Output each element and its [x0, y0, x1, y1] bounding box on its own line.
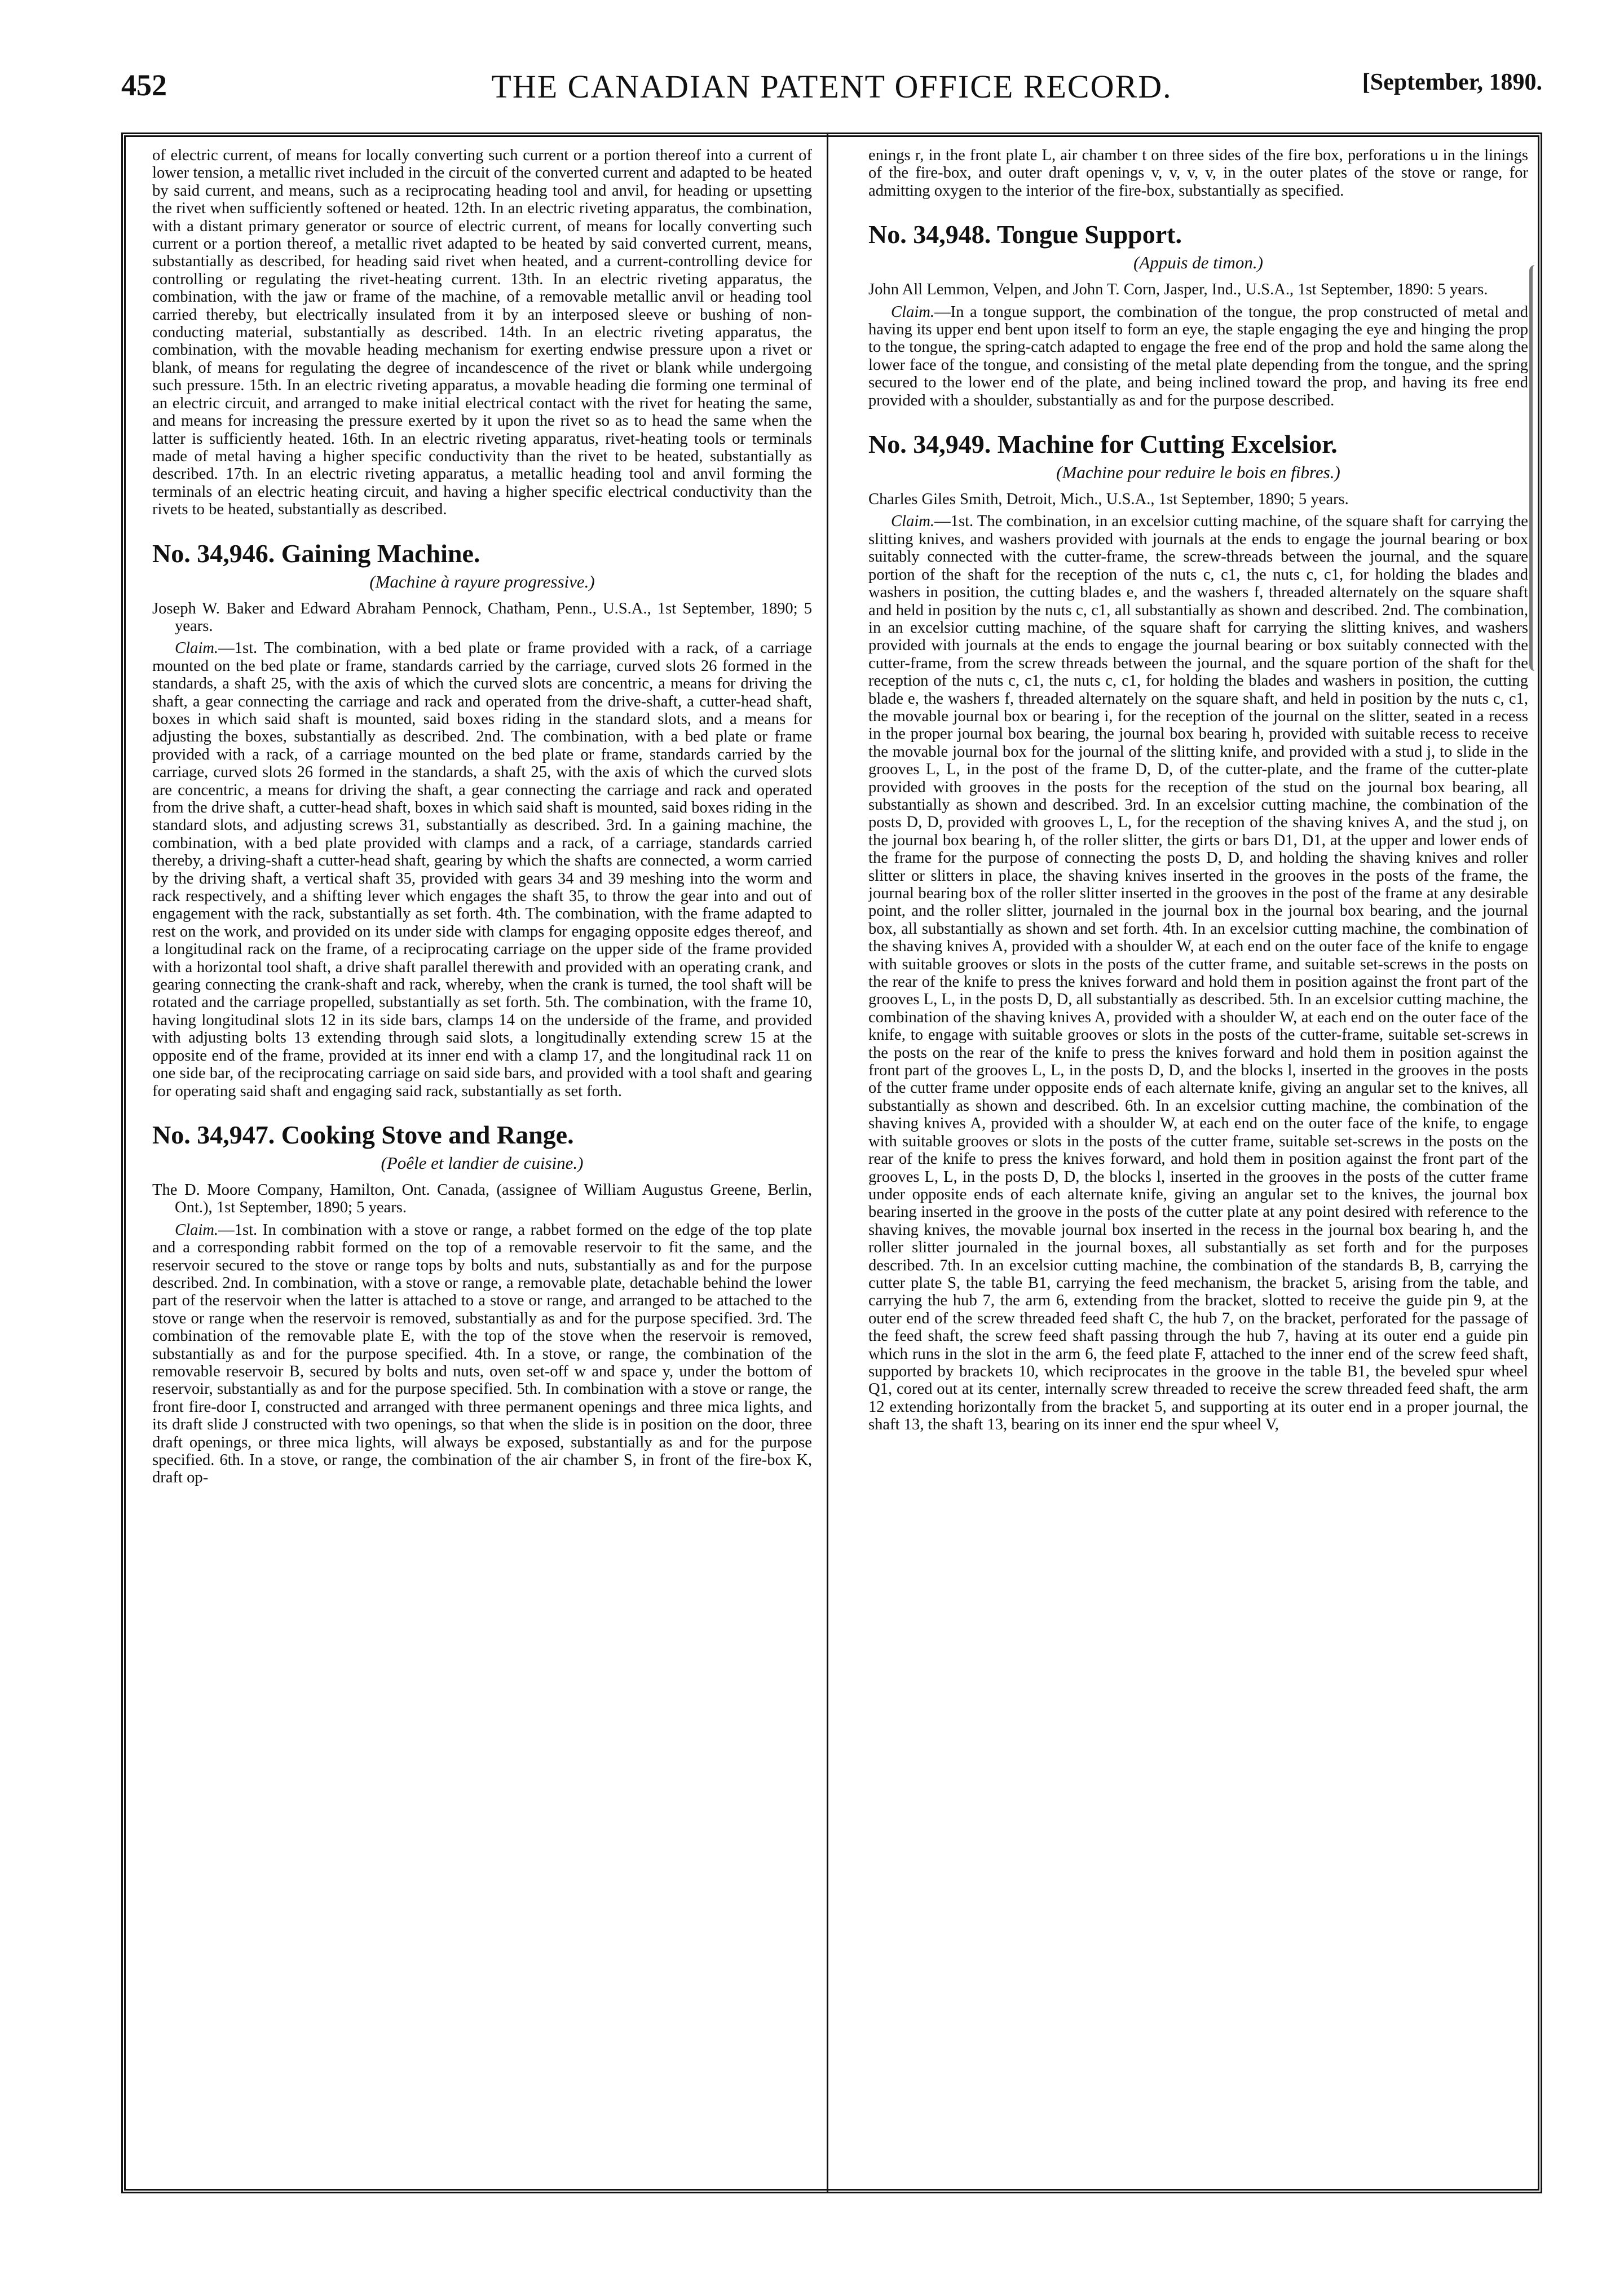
claim-text: —1st. In combination with a stove or range, a rabbet formed on the edge of the top plate and a corresponding rabbit formed on the top of a removable reservoir to fit the same, and the reservoir secured to the stove or range tops by bolts and nuts, substantially as and for the purpose described. 2nd. In combination, with a stove or range, a removable plate, detachable behind the lower part of the reservoir when the latter is attached to a stove or range, and arranged to be attached to the stove or range when the reservoir is removed, substantially as and for the purpose specified. 3rd. The combination of the removable plate E, with the top of the stove when the reservoir is removed, substantially as and for the purpose specified. 4th. In a stove, or range, the combination of the removable reservoir B, secured by bolts and nuts, oven set-off w and space y, under the bottom of reservoir, substantially as and for the purpose specified. 5th. In combination with a stove or range, the front fire-door I, constructed and arranged with three permanent openings and three mica lights, and its draft slide J constructed with two openings, so that when the slide is in position on the door, three draft openings, or three mica lights, will always be exposed, substantially as and for the purpose specified. 6th. In a stove, or range, the combination of the air chamber S, in front of the fire-box K, draft op- [152, 1221, 812, 1487]
patent-french-title: (Machine pour reduire le bois en fibres.) [1056, 462, 1340, 483]
page-header [121, 68, 1542, 113]
claim-label: Claim. [175, 1221, 219, 1239]
patent-34946 [152, 539, 812, 1100]
paper-edge-mark [1529, 265, 1545, 671]
patent-claim [152, 1221, 812, 1487]
patent-assignee: The D. Moore Company, Hamilton, Ont. Canada, (assignee of William Augustus Greene, Berlin, Ont.), 1st September, 1890; 5 years. [152, 1181, 812, 1217]
page-date: [September, 1890. [1362, 69, 1542, 95]
patent-34949 [868, 430, 1528, 1434]
patent-title: No. 34,949. Machine for Cutting Excelsior. [868, 430, 1338, 459]
continued-claims-text: of electric current, of means for locally converting such current or a portion thereof into a current of lower tension, a metallic rivet included in the circuit of the converted current and adapted to be heated by said current, and means, such as a reciprocating heading tool and anvil, for heading or upsetting the rivet when sufficiently softened or heated. 12th. In an electric riveting apparatus, the combination, with a distant primary generator or source of electric current, of means for locally converting such current or a portion thereof, a metallic rivet adapted to be heated by said converted current, means, substantially as described, for heading said rivet when heated, and a current-controlling device for controlling or regulating the rivet-heating current. 13th. In an electric riveting apparatus, the combination, with the jaw or frame of the machine, of a removable metallic anvil or heading tool carried thereby, but electrically insulated from it by an interposed sleeve or bushing of non-conducting material, substantially as described. 14th. In an electric riveting apparatus, the combination, with the movable heading mechanism for exerting endwise pressure upon a rivet or blank, of means for regulating the degree of incandescence of the rivet or blank while undergoing such pressure. 15th. In an electric riveting apparatus, a movable heading die forming one terminal of an electric circuit, and arranged to make initial electrical contact with the rivet for heating the same, and means for increasing the pressure exerted by it upon the rivet so as to head the same when the latter is sufficiently heated. 16th. In an electric riveting apparatus, rivet-heating tools or terminals made of metal having a higher specific conductivity than the rivet to be heated, substantially as described. 17th. In an electric riveting apparatus, a metallic heading tool and anvil forming the terminals of an electric heating circuit, and having a higher specific electrical conductivity than the rivets to be heated, substantially as described. [152, 147, 812, 519]
patent-title: No. 34,946. Gaining Machine. [152, 538, 480, 568]
page-title: THE CANADIAN PATENT OFFICE RECORD. [491, 68, 1172, 105]
patent-claim [868, 513, 1528, 1433]
patent-assignee: Charles Giles Smith, Detroit, Mich., U.S.A., 1st September, 1890; 5 years. [868, 491, 1349, 509]
patent-claim [868, 303, 1528, 409]
claim-label: Claim. [175, 639, 219, 657]
claim-text: —1st. The combination, in an excelsior cutting machine, of the square shaft for carrying the slitting knives, and washers provided with journals at the ends to engage the journal bearing or box suitably connected with the cutter-frame, the screw-threads between the journal, and the square portion of the shaft for the reception of the nuts c, c1, the nuts c, c1, for holding the blades and washers in position, the cutting blades e, and the washers f, threaded alternately on the square shaft and held in position by the nuts c, c1, all substantially as shown and described. 2nd. The combination, in an excelsior cutting machine, of the square shaft for carrying the slitting knives, and washers provided with journals at the ends to engage the journal bearing or box suitably connected with the cutter-frame, from the screw threads between the journal, and the square portion of the shaft for the reception of the nuts c, c1, the nuts c, c1, for holding the blades and washers in position, the cutting blade e, the washers f, threaded alternately on the square shaft, and held in position by the nuts c, c1, the movable journal box or bearing i, for the reception of the journal on the slitter, seated in a recess in the proper journal box bearing, the journal box bearing h, provided with suitable recess to receive the movable journal box for the journal of the slitting knife, and provided with a stud j, to slide in the grooves L, L, in the post of the frame D, D, of the cutter-plate, and the frame of the cutter-plate provided with grooves in the posts for the reception of the stud on the journal box bearing, all substantially as shown and described. 3rd. In an excelsior cutting machine, the combination of the posts D, D, provided with grooves L, L, for the reception of the shaving knives A, and the stud j, on the journal box bearing h, of the roller slitter, the girts or bars D1, D1, at the upper and lower ends of the frame for the purpose of connecting the posts D, D, and holding the shaving knives and roller slitter or slitters in place, the shaving knives inserted in the grooves in the posts of the frame, the journal bearing box of the roller slitter inserted in the grooves in the post of the frame at any desirable point, and the roller slitter, journaled in the journal box in the journal box bearing, and the journal box, all substantially as shown and set forth. 4th. In an excelsior cutting machine, the combination of the shaving knives A, provided with a shoulder W, at each end on the outer face of the knife to engage with suitable grooves or slots in the posts of the cutter frame, and suitable set-screws in the posts on the rear of the knife to press the knives forward and hold them in position against the front part of the grooves L, L, in the posts D, D, all substantially as described. 5th. In an excelsior cutting machine, the combination of the shaving knives A, provided with a shoulder W, at each end on the outer face of the knife, to engage with suitable grooves or slots in the posts of the cutter-frame, suitable set-screws in the posts on the rear of the knife to press the knives forward and hold them in position against the front part of the grooves L, L, in the posts D, D, and the blocks l, inserted in the grooves in the posts of the cutter frame under opposite ends of each alternate knife, giving an angular set to the knives, all substantially as shown and described. 6th. In an excelsior cutting machine, the combination of the shaving knives A, provided with a shoulder W, at each end on the outer face of the knife, to engage with suitable grooves or slots in the posts of the cutter frame, suitable set-screws in the posts on the rear of the knife to press the knives forward, and hold them in position against the front part of the grooves L, L, in the posts D, D, the blocks l, inserted in the grooves in the posts of the cutter frame under opposite ends of each alternate knife, giving an angular set to the knives, the journal box bearing inserted in the groove in the posts of the cutter plate at any point desired with reference to the shaving knives, the movable journal box inserted in the recess in the journal box bearing h, and the roller slitter journaled in the journal boxes, all substantially as set forth and for the purposes described. 7th. In an excelsior cutting machine, the combination of the standards B, B, carrying the cutter plate S, the table B1, carrying the feed mechanism, the bracket 5, arising from the table, and carrying the hub 7, the arm 6, extending from the bracket, slotted to receive the guide pin 9, at the outer end of the screw threaded feed shaft C, the hub 7, on the bracket, perforated for the passage of the feed shaft, the screw feed shaft passing through the hub 7, having at its outer end a guide pin which runs in the slot in the arm 6, the feed plate F, attached to the inner end of the screw feed shaft, supported by brackets 10, which reciprocates in the groove in the table B1, the beveled spur wheel Q1, cored out at its center, internally screw threaded to receive the screw threaded feed shaft, the arm 12 extending horizontally from the bracket 5, and supporting at its outer end in a proper journal, the shaft 13, the shaft 13, bearing on its inner end the spur wheel V, [868, 513, 1528, 1434]
claim-text: —In a tongue support, the combination of the tongue, the prop constructed of metal and having its upper end bent upon itself to form an eye, the staple engaging the eye and hinging the prop to the tongue, the spring-catch adapted to engage the free end of the prop and hold the same along the lower face of the tongue, and consisting of the metal plate depending from the tongue, and the spring secured to the lower end of the plate, and being inclined toward the prop, and having its free end provided with a shoulder, substantially as and for the purpose described. [868, 303, 1528, 409]
left-column [152, 147, 812, 2176]
patent-title: No. 34,948. Tongue Support. [868, 220, 1182, 249]
patent-french-title: (Appuis de timon.) [1133, 253, 1263, 273]
claim-text: —1st. The combination, with a bed plate or frame provided with a rack, of a carriage mounted on the bed plate or frame, standards carried by the carriage, curved slots 26 formed in the standards, a shaft 25, with the axis of which the curved slots are concentric, a means for driving the shaft, a gear connecting the carriage and rack and operated from the drive-shaft, a cutter-head shaft, boxes in which said shaft is mounted, said boxes riding in the standard slots, and a means for adjusting the boxes, substantially as described. 2nd. The combination, with a bed plate or frame provided with a rack, of a carriage mounted on the bed plate or frame, standards carried by the carriage, curved slots 26 formed in the standards, a shaft 25, with the axis of which the curved slots are concentric, a means for driving the shaft, a gear connecting the carriage and rack and operated from the drive shaft, a cutter-head shaft, boxes in which said shaft is mounted, said boxes riding in the standard slots, and adjusting screws 31, substantially as described. 3rd. In a gaining machine, the combination, with a bed plate provided with clamps and a rack, of a carriage, standards carried thereby, a driving-shaft a cutter-head shaft, gearing by which the shafts are connected, a worm carried by the driving shaft, a vertical shaft 35, provided with gears 34 and 39 meshing into the worm and rack respectively, and a shifting lever which engages the shaft 35, to throw the gear into and out of engagement with the rack, substantially as set forth. 4th. The combination, with the frame adapted to rest on the work, and provided on its under side with clamps for engaging opposite edges thereof, and a longitudinal rack on the frame, of a reciprocating carriage on the upper side of the frame provided with a horizontal tool shaft, a drive shaft parallel therewith and provided with an operating crank, and gearing connecting the crank-shaft and rack, whereby, when the crank is turned, the tool shaft will be rotated and the carriage propelled, substantially as set forth. 5th. The combination, with the frame 10, having longitudinal slots 12 in its side bars, clamps 14 on the underside of the frame, and provided with adjusting bolts 13 extending through said slots, a longitudinally extending screw 15 at the opposite end of the frame, provided at its inner end with a clamp 17, and the longitudinal rack 11 on one side bar, of the reciprocating carriage on said side bars, and provided with a tool shaft and gearing for operating said shaft and engaging said rack, substantially as set forth. [152, 639, 812, 1100]
patent-title: No. 34,947. Cooking Stove and Range. [152, 1120, 574, 1149]
column-divider [827, 133, 828, 2193]
patent-assignee: John All Lemmon, Velpen, and John T. Corn, Jasper, Ind., U.S.A., 1st September, 1890: 5 years. [868, 281, 1488, 299]
right-column [868, 147, 1528, 2176]
claim-label: Claim. [891, 513, 935, 531]
continued-claims-text: enings r, in the front plate L, air chamber t on three sides of the fire box, perforations u in the linings of the fire-box, and outer draft openings v, v, v, v, in the outer plates of the stove or range, for admitting oxygen to the interior of the fire-box, substantially as specified. [868, 147, 1528, 200]
patent-assignee: Joseph W. Baker and Edward Abraham Pennock, Chatham, Penn., U.S.A., 1st September, 1890; 5 years. [152, 599, 812, 635]
patent-french-title: (Machine à rayure progressive.) [369, 571, 595, 591]
patent-french-title: (Poêle et landier de cuisine.) [381, 1153, 584, 1173]
patent-34948 [868, 220, 1528, 409]
page-number: 452 [121, 68, 167, 102]
patent-34947 [152, 1120, 812, 1487]
patent-claim [152, 639, 812, 1100]
claim-label: Claim. [891, 303, 935, 321]
